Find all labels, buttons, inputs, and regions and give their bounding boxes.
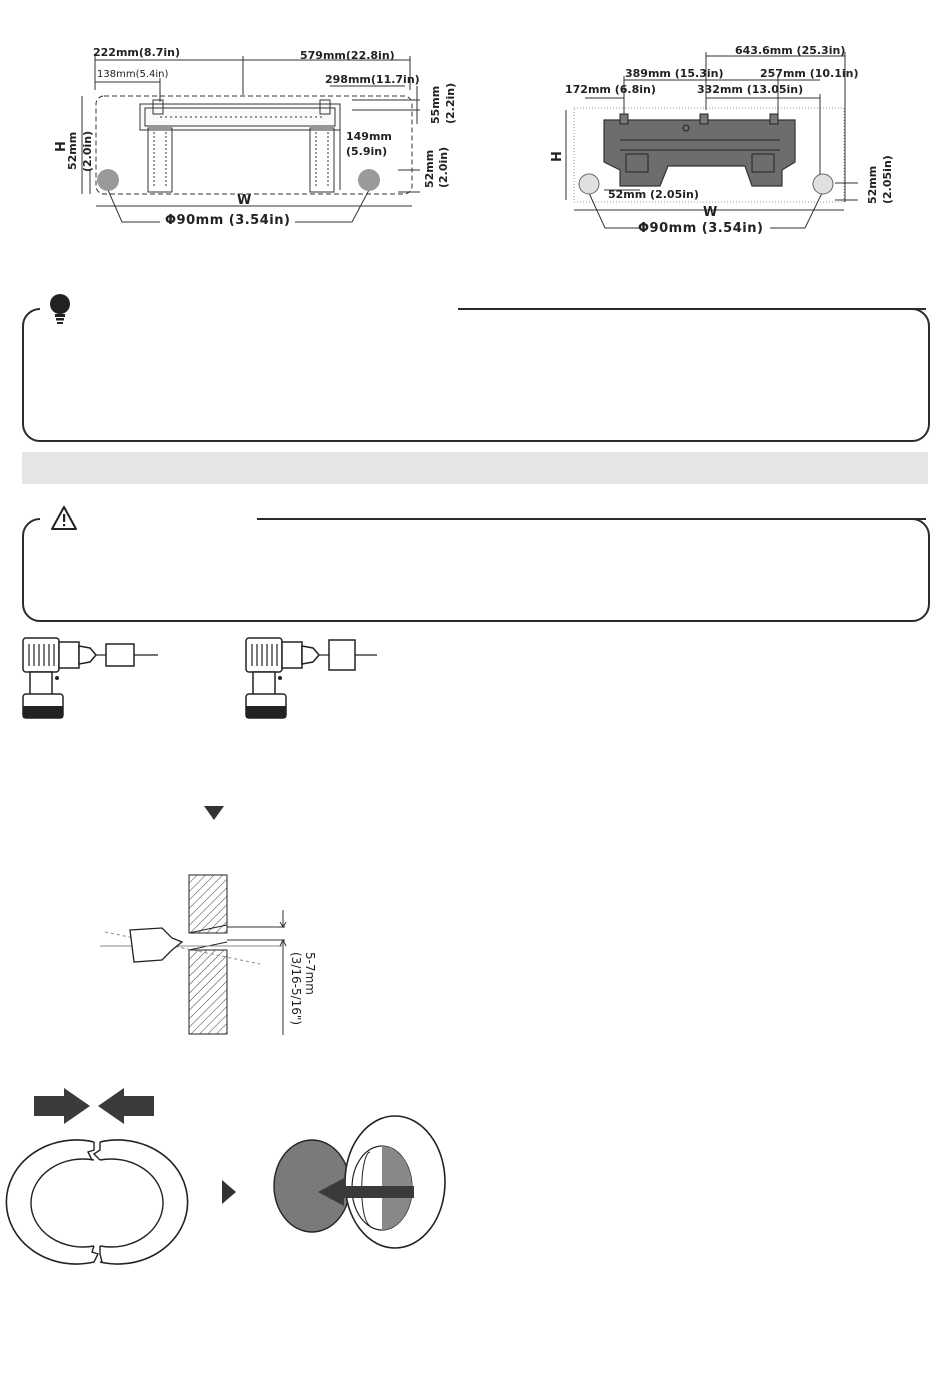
caution-box [22,518,930,622]
hole-diameter-right: Φ90mm (3.54in) [638,221,764,236]
dim-579: 579mm(22.8in) [300,49,395,62]
dim-55: 55mm [429,85,442,124]
dim-52-left: 52mm [66,131,79,170]
dim-52-left-in: (2.0in) [81,130,94,172]
dim-298: 298mm(11.7in) [325,73,420,86]
right-wall-plate-diagram [0,0,950,260]
label-w-left: W [237,193,252,208]
tip-header-line [458,308,926,310]
section-band [22,452,928,484]
right-arrow-icon [222,1180,238,1204]
dim-332: 332mm (13.05in) [697,83,804,96]
dim-138: 138mm(5.4in) [97,69,169,80]
dim-52-right-in: (2.0in) [437,146,450,188]
dim-149-in: (5.9in) [346,145,388,158]
dim-643: 643.6mm (25.3in) [735,44,846,57]
dim-52-right: 52mm [423,149,436,188]
dim-257: 257mm (10.1in) [760,67,859,80]
label-w-right: W [703,205,718,220]
dim-222: 222mm(8.7in) [93,46,181,59]
label-h-left: H [54,141,69,152]
tip-box-header-gap [40,300,460,312]
dim-149: 149mm [346,130,392,143]
dim-depth-in: (3/16-5/16") [289,952,303,1026]
press-arrows-icon [34,1086,164,1126]
caution-header-line [257,518,926,520]
drill-illustration-2 [243,634,413,724]
split-ring-cover [22,1138,172,1270]
lightbulb-icon [45,292,75,326]
dim-depth: 5-7mm [303,952,317,995]
drill-illustration-1 [20,634,190,724]
warning-triangle-icon [49,504,79,532]
dim-172: 172mm (6.8in) [565,83,656,96]
dim-389: 389mm (15.3in) [625,67,724,80]
dim-52-bottom: 52mm (2.05in) [608,188,699,201]
wall-cover-assembly [270,1114,450,1264]
down-arrow-icon [202,806,226,822]
hole-diameter-left: Φ90mm (3.54in) [165,213,291,228]
dim-55-in: (2.2in) [444,82,457,124]
dim-52-right-in: (2.05in) [881,155,894,204]
dim-52-right: 52mm [866,165,879,204]
tip-box [22,308,930,442]
label-h-right: H [550,151,565,162]
